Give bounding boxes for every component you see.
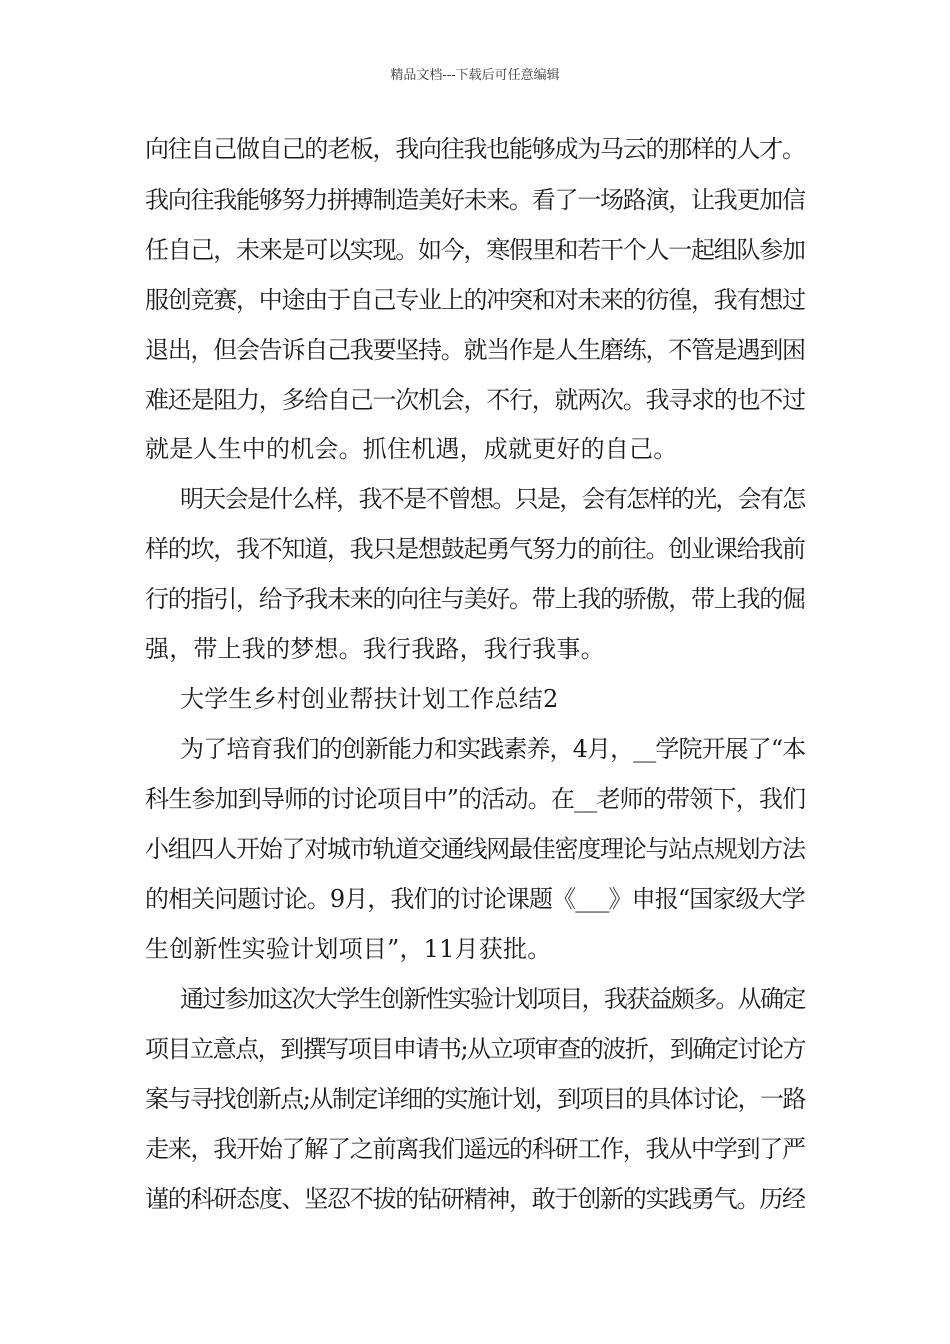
text-line: 生创新性实验计划项目”，11月获批。 bbox=[145, 935, 552, 963]
text-line: 项目立意点，到撰写项目申请书;从立项审查的波折，到确定讨论方 bbox=[145, 1035, 806, 1063]
text-line: 小组四人开始了对城市轨道交通线网最佳密度理论与站点规划方法 bbox=[145, 835, 805, 863]
text-line: 样的坎，我不知道，我只是想鼓起勇气努力的前往。创业课给我前 bbox=[145, 535, 805, 563]
text-line: 走来，我开始了解了之前离我们遥远的科研工作，我从中学到了严 bbox=[145, 1135, 805, 1163]
text-line: 谨的科研态度、坚忍不拔的钻研精神，敢于创新的实践勇气。历经 bbox=[145, 1185, 805, 1213]
page-header: 精品文档---下载后可任意编辑 bbox=[390, 68, 560, 83]
text-line: 为了培育我们的创新能力和实践素养，4月，__学院开展了“本 bbox=[180, 735, 806, 763]
text-line: 强，带上我的梦想。我行我路，我行我事。 bbox=[145, 635, 605, 663]
text-line: 科生参加到导师的讨论项目中”的活动。在__老师的带领下，我们 bbox=[145, 785, 806, 813]
text-line: 通过参加这次大学生创新性实验计划项目，我获益颇多。从确定 bbox=[180, 985, 805, 1013]
text-line: 我向往我能够努力拼搏制造美好未来。看了一场路演，让我更加信 bbox=[145, 186, 805, 214]
text-line: 案与寻找创新点;从制定详细的实施计划，到项目的具体讨论，一路 bbox=[145, 1085, 806, 1113]
text-line: 明天会是什么样，我不是不曾想。只是，会有怎样的光，会有怎 bbox=[180, 485, 805, 513]
text-line: 就是人生中的机会。抓住机遇，成就更好的自己。 bbox=[145, 435, 678, 463]
text-line: 任自己，未来是可以实现。如今，寒假里和若干个人一起组队参加 bbox=[145, 236, 805, 264]
text-line: 退出，但会告诉自己我要坚持。就当作是人生磨练，不管是遇到困 bbox=[145, 336, 805, 364]
section-title: 大学生乡村创业帮扶计划工作总结2 bbox=[180, 685, 559, 713]
text-line: 的相关问题讨论。9月，我们的讨论课题《___》申报“国家级大学 bbox=[145, 885, 805, 913]
text-line: 向往自己做自己的老板，我向往我也能够成为马云的那样的人才。 bbox=[145, 135, 805, 163]
text-line: 行的指引，给予我未来的向往与美好。带上我的骄傲，带上我的倔 bbox=[145, 585, 805, 613]
text-line: 难还是阻力，多给自己一次机会，不行，就两次。我寻求的也不过 bbox=[145, 386, 805, 414]
text-line: 服创竞赛，中途由于自己专业上的冲突和对未来的彷徨，我有想过 bbox=[145, 286, 805, 314]
